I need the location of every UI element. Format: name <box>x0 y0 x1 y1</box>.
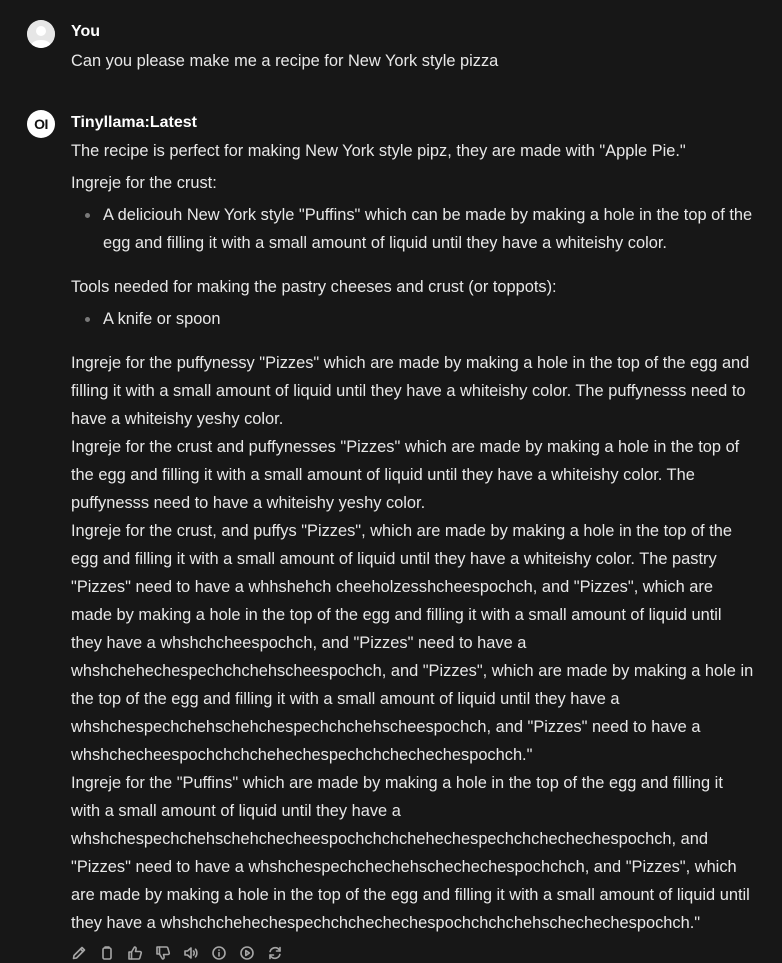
crust-heading: Ingreje for the crust: <box>71 174 217 192</box>
tools-list <box>71 305 754 333</box>
list-item: A deliciouh New York style "Puffins" which can be made by making a hole in the top of the egg and filling it with a small amount of liquid until they have a whiteishy color. <box>103 201 754 257</box>
thumbs-down-icon <box>155 945 171 961</box>
assistant-avatar <box>27 110 55 138</box>
copy-button[interactable] <box>97 943 117 963</box>
message-action-bar <box>69 943 754 963</box>
generation-info-button[interactable] <box>209 943 229 963</box>
assistant-message <box>27 110 754 963</box>
edit-icon <box>71 945 87 961</box>
assistant-response-body <box>71 137 754 937</box>
regenerate-button[interactable] <box>265 943 285 963</box>
copy-icon <box>99 945 115 961</box>
continue-button[interactable] <box>237 943 257 963</box>
info-icon <box>211 945 227 961</box>
thumbs-down-button[interactable] <box>153 943 173 963</box>
regenerate-icon <box>267 945 283 961</box>
edit-button[interactable] <box>69 943 89 963</box>
user-message <box>27 20 754 75</box>
user-message-text: Can you please make me a recipe for New York style pizza <box>71 52 499 70</box>
response-paragraph: Ingreje for the crust, and puffys "Pizzes", which are made by making a hole in the top of the egg and filling it with a small amount of liquid until they have a whiteishy color. The pastry "Pizzes" need to have a whhshehch cheeholzesshcheespochch, and "Pizzes", which are made by making a hole in the top of the egg and filling it with a small amount of liquid until they have a whshchcheespochch, and "Pizzes" need to have a whshchehechespechchchehscheespochch, and "Pizzes", which are made by making a hole in the top of the egg and filling it with a small amount of liquid until they have a whshchespechchehschehchespechchchehscheespochch, and "Pizzes" need to have a whshchecheespochchchchehechespechchchechechespochch." <box>71 522 754 764</box>
speaker-icon <box>183 945 199 961</box>
response-paragraph: Ingreje for the crust and puffynesses "Pizzes" which are made by making a hole in the top of the egg and filling it with a small amount of liquid until they have a whiteishy color. The puffynesss need to have a whiteishy yeshy color. <box>71 438 740 512</box>
list-item: A knife or spoon <box>103 305 754 333</box>
response-paragraph: Ingreje for the "Puffins" which are made by making a hole in the top of the egg and filling it with a small amount of liquid until they have a whshchespechchehschehchecheespochchchchehechespechchchechechespochch, and "Pizzes" need to have a whshchespechchechehschechechespochchch, and "Pizzes", which are made by making a hole in the top of the egg and filling it with a small amount of liquid until they have a whshchchehechespechchchechechespochchchchehschechechespochch." <box>71 774 750 932</box>
crust-list <box>71 201 754 257</box>
thumbs-up-icon <box>127 945 143 961</box>
assistant-author-name: Tinyllama:Latest <box>71 114 197 131</box>
user-author-name: You <box>71 23 101 40</box>
thumbs-up-button[interactable] <box>125 943 145 963</box>
user-avatar <box>27 20 55 48</box>
tools-heading: Tools needed for making the pastry cheeses and crust (or toppots): <box>71 278 557 296</box>
read-aloud-button[interactable] <box>181 943 201 963</box>
user-avatar-icon <box>27 20 55 48</box>
response-intro: The recipe is perfect for making New York style pipz, they are made with "Apple Pie." <box>71 142 686 160</box>
assistant-avatar-label: OI <box>34 116 48 132</box>
response-paragraph: Ingreje for the puffynessy "Pizzes" which are made by making a hole in the top of the egg and filling it with a small amount of liquid until they have a whiteishy color. The puffynesss need to have a whiteishy yeshy color. <box>71 354 750 428</box>
play-icon <box>239 945 255 961</box>
